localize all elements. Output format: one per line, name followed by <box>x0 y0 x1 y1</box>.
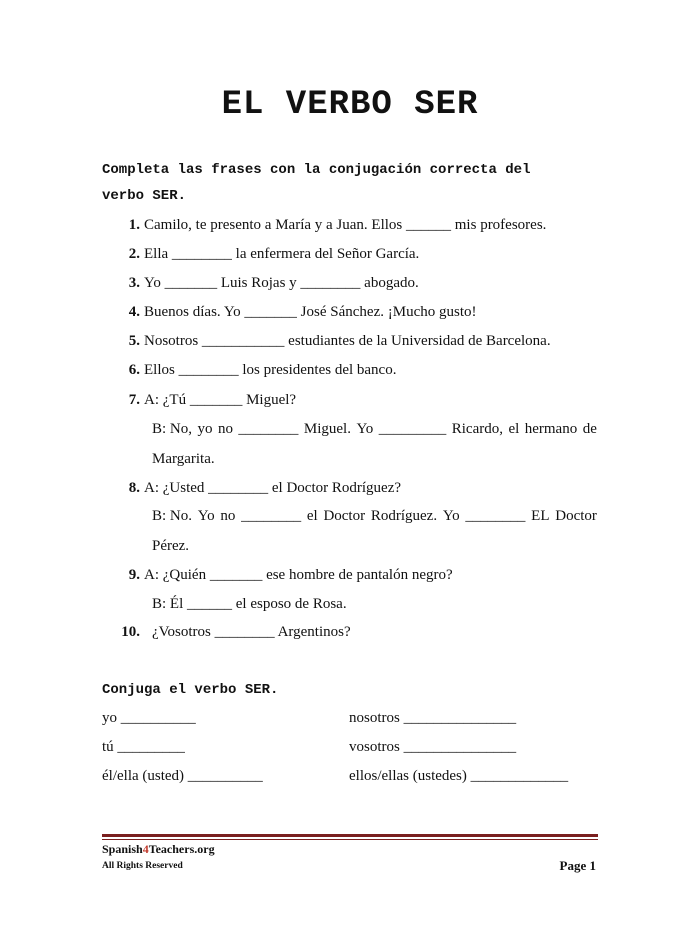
item-number-9: 9. <box>128 567 140 583</box>
answer-blank[interactable]: _________ <box>378 421 447 437</box>
conjugation-vosotros[interactable]: vosotros _______________ <box>349 739 517 755</box>
word: de <box>582 421 597 437</box>
word: Yo <box>442 508 460 524</box>
brand-prefix: Spanish <box>102 842 143 856</box>
word: no <box>220 508 236 524</box>
word: Yo <box>197 508 215 524</box>
footer-rule-thin <box>102 839 598 840</box>
brand-suffix: Teachers.org <box>148 842 215 856</box>
answer-blank[interactable]: ________ <box>241 508 302 524</box>
word: yo <box>197 421 213 437</box>
item-number-4: 4. <box>128 304 140 320</box>
item-number-7: 7. <box>128 392 140 408</box>
item-text-7b <box>152 421 597 438</box>
page-title: EL VERBO SER <box>221 86 479 124</box>
instruction-1-line2: verbo SER. <box>102 188 187 204</box>
word: Rodríguez. <box>370 508 438 524</box>
item-text-9b: B: Él ______ el esposo de Rosa. <box>152 596 347 612</box>
footer-brand <box>102 842 215 857</box>
word: el <box>508 421 520 437</box>
word: Doctor <box>555 508 597 524</box>
item-text-6: Ellos ________ los presidentes del banco. <box>144 362 397 378</box>
word: EL <box>531 508 550 524</box>
answer-blank[interactable]: ________ <box>465 508 526 524</box>
item-text-1: Camilo, te presento a María y a Juan. Ellos ______ mis profesores. <box>144 217 547 233</box>
word: hermano <box>524 421 578 437</box>
word: no <box>217 421 233 437</box>
footer-rights: All Rights Reserved <box>102 861 183 871</box>
item-number-6: 6. <box>128 362 140 378</box>
item-number-1: 1. <box>128 217 140 233</box>
item-text-7a: A: ¿Tú _______ Miguel? <box>144 392 297 408</box>
item-number-8: 8. <box>128 480 140 496</box>
item-text-10: ¿Vosotros ________ Argentinos? <box>152 624 351 640</box>
word: el <box>306 508 318 524</box>
word: Doctor <box>323 508 366 524</box>
item-number-5: 5. <box>128 333 140 349</box>
item-text-2: Ella ________ la enfermera del Señor García. <box>144 246 420 262</box>
page-number: Page 1 <box>559 858 596 873</box>
brand-number: 4 <box>142 842 149 856</box>
item-text-8a: A: ¿Usted ________ el Doctor Rodríguez? <box>144 480 402 496</box>
word: Yo <box>356 421 374 437</box>
item-text-8c: Pérez. <box>152 538 190 554</box>
instruction-2: Conjuga el verbo SER. <box>102 682 279 698</box>
item-text-8b <box>152 508 597 525</box>
conjugation-nosotros[interactable]: nosotros _______________ <box>349 710 517 726</box>
footer-rule-thick <box>102 834 598 837</box>
item-number-2: 2. <box>128 246 140 262</box>
word: B: No. <box>152 508 193 524</box>
word: Miguel. <box>303 421 351 437</box>
word: B: No, <box>152 421 193 437</box>
word: Ricardo, <box>451 421 503 437</box>
item-number-3: 3. <box>128 275 140 291</box>
answer-blank[interactable]: ________ <box>238 421 299 437</box>
item-text-7c: Margarita. <box>152 451 215 467</box>
item-text-5: Nosotros ___________ estudiantes de la Universidad de Barcelona. <box>144 333 551 349</box>
item-number-10: 10. <box>121 624 140 640</box>
instruction-1-line1: Completa las frases con la conjugación correcta del <box>102 162 531 178</box>
item-text-9a: A: ¿Quién _______ ese hombre de pantalón negro? <box>144 567 453 583</box>
conjugation-el-ella-usted[interactable]: él/ella (usted) __________ <box>102 768 263 784</box>
conjugation-yo[interactable]: yo __________ <box>102 710 196 726</box>
item-text-3: Yo _______ Luis Rojas y ________ abogado. <box>144 275 419 291</box>
conjugation-ellos-ellas-ustedes[interactable]: ellos/ellas (ustedes) _____________ <box>349 768 569 784</box>
conjugation-tu[interactable]: tú _________ <box>102 739 185 755</box>
item-text-4: Buenos días. Yo _______ José Sánchez. ¡Mucho gusto! <box>144 304 477 320</box>
